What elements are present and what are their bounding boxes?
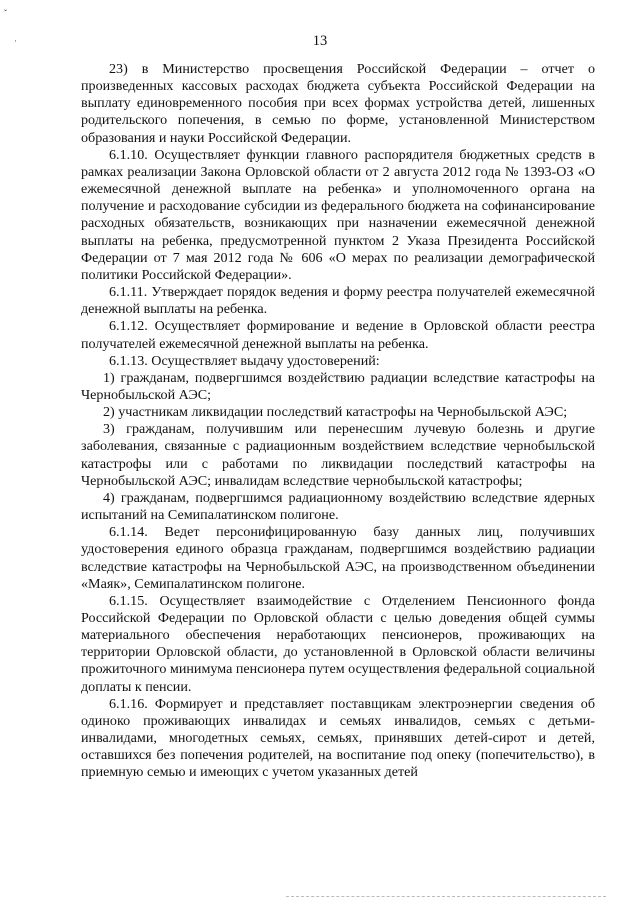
scan-mark-top: ˇ bbox=[4, 8, 7, 18]
list-item-3: 3) гражданам, получившим или перенесшим лучевую болезнь и другие заболевания, связанные с радиационным воздействием вследствие чернобыльской катастрофы или с работами по ликвидации последствий катастрофы на Чернобыльской АЭС; инвалидам вследствие чернобыльской катастрофы; bbox=[81, 421, 595, 489]
page-number: 13 bbox=[312, 33, 328, 49]
scan-edge-line bbox=[286, 896, 606, 897]
paragraph-6-1-12: 6.1.12. Осуществляет формирование и ведение в Орловской области реестра получателей ежемесячной денежной выплаты на ребенка. bbox=[81, 318, 595, 352]
list-item-2: 2) участникам ликвидации последствий катастрофы на Чернобыльской АЭС; bbox=[103, 404, 568, 421]
paragraph-6-1-14: 6.1.14. Ведет персонифицированную базу данных лиц, получивших удостоверения единого образца гражданам, подвергшимся воздействию радиации вследствие катастрофы на Чернобыльской АЭС, на производственном объединении «Маяк», Семипалатинском полигоне. bbox=[81, 524, 595, 592]
list-item-4: 4) гражданам, подвергшимся радиационному воздействию вследствие ядерных испытаний на Семипалатинском полигоне. bbox=[81, 489, 595, 524]
document-body bbox=[81, 61, 595, 782]
paragraph-item-23: 23) в Министерство просвещения Российской Федерации – отчет о произведенных кассовых расходах бюджета субъекта Российской Федерации на выплату единовременного пособия при всех формах устройства детей, лишенных родительского попечения, в семью по форме, установленной Министерством образования и науки Российской Федерации. bbox=[81, 61, 595, 146]
paragraph-6-1-13: 6.1.13. Осуществляет выдачу удостоверений: bbox=[109, 352, 380, 369]
scan-mark-left: · bbox=[14, 36, 17, 46]
paragraph-6-1-15: 6.1.15. Осуществляет взаимодействие с Отделением Пенсионного фонда Российской Федерации по Орловской области с целью доведения общей суммы материального обеспечения неработающих пенсионеров, проживающих на территории Орловской области, до установленной в Орловской области величины прожиточного минимума пенсионера путем осуществления федеральной социальной доплаты к пенсии. bbox=[81, 592, 595, 695]
paragraph-6-1-10: 6.1.10. Осуществляет функции главного распорядителя бюджетных средств в рамках реализации Закона Орловской области от 2 августа 2012 года № 1393-ОЗ «О ежемесячной денежной выплате на ребенка» и уполномоченного органа на получение и расходование субсидии из федерального бюджета на софинансирование расходных обязательств, возникающих при назначении ежемесячной денежной выплаты на ребенка, предусмотренной пунктом 2 Указа Президента Российской Федерации от 7 мая 2012 года № 606 «О мерах по реализации демографической политики Российской Федерации». bbox=[81, 146, 595, 283]
paragraph-6-1-16: 6.1.16. Формирует и представляет поставщикам электроэнергии сведения об одиноко проживающих инвалидах и семьях инвалидов, семьях с детьми-инвалидами, многодетных семьях, семьях, принявших детей-сирот и детей, оставшихся без попечения родителей, на воспитание под опеку (попечительство), в приемную семью и имеющих с учетом указанных детей bbox=[81, 695, 595, 781]
list-item-1: 1) гражданам, подвергшимся воздействию радиации вследствие катастрофы на Чернобыльской АЭС; bbox=[81, 369, 595, 403]
paragraph-6-1-11: 6.1.11. Утверждает порядок ведения и форму реестра получателей ежемесячной денежной выплаты на ребенка. bbox=[81, 284, 595, 318]
